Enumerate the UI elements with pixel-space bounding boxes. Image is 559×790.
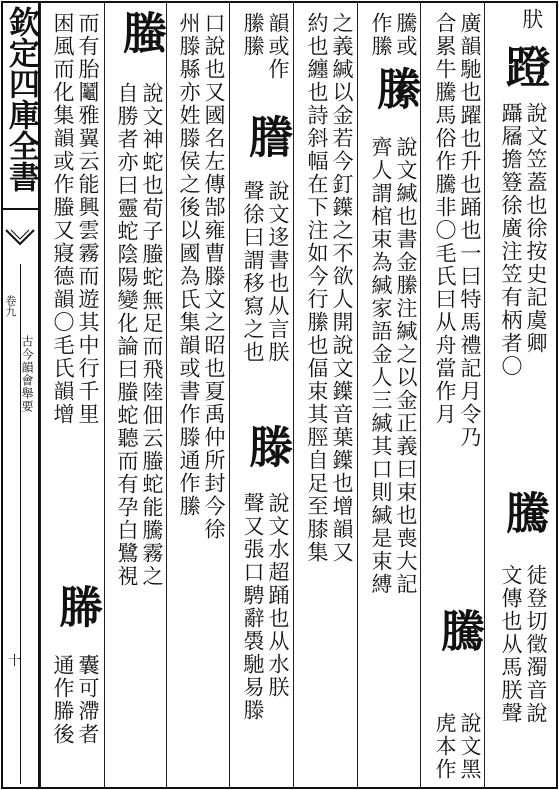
series-title: 古今韻會舉要 [20, 335, 34, 413]
column-rule [40, 2, 41, 788]
column-rule [484, 2, 485, 788]
column-rule [293, 2, 294, 788]
page-number: 十 [8, 654, 22, 669]
headword-character: 騰 [433, 608, 484, 652]
headword-character: 謄 [241, 114, 292, 158]
headword-character: 幐 [51, 584, 102, 628]
column-rule [104, 2, 105, 788]
headword-character: 蹬 [498, 44, 549, 88]
column-rule [166, 2, 167, 788]
column-rule [229, 2, 230, 788]
gloss-line: 虎本作 [433, 712, 457, 781]
gloss-line: 聲又張口騁辭䮍馳易滕 [241, 492, 265, 722]
text-column-7 [112, 4, 166, 784]
text-column-3 [366, 4, 420, 784]
headword-character: 縢 [369, 66, 420, 110]
gloss-line: 困風而化集韻或作螣又寢德韻〇毛氏韻增 [51, 12, 75, 426]
gloss-line: 說文迻書也从言朕 [266, 180, 290, 364]
gloss-line: 說文笠蓋也徐按史記虞卿 [524, 102, 548, 355]
headword-character: 騰 [498, 490, 549, 534]
gloss-line: 州滕縣亦姓滕侯之後以國為氏集韻或書作滕通作縢 [177, 12, 201, 518]
column-fragment: 肰 [520, 8, 544, 31]
gloss-line: 韻或作 [266, 12, 290, 81]
gloss-line: 作縢 [369, 12, 393, 58]
gloss-line: 徒登切徵濁音說 [524, 564, 548, 725]
volume-label: 卷九 [4, 295, 17, 317]
text-column-8 [48, 4, 102, 784]
gloss-line: 說文黑 [458, 712, 482, 781]
column-rule [420, 2, 421, 788]
text-column-2 [430, 4, 484, 784]
text-column-6 [174, 4, 228, 784]
fish-tail-upper-icon [5, 228, 35, 246]
gloss-line: 而有胎鬮雅翼云能興雲霧而遊其中行千里 [76, 12, 100, 426]
text-column-4 [302, 4, 356, 784]
text-column-1 [496, 4, 550, 784]
margin-rule [2, 208, 38, 210]
gloss-line: 廣韻馳也躍也升也踊也一曰特馬禮記月令乃 [458, 12, 482, 449]
gloss-line: 說文水超踊也从水朕 [266, 492, 290, 699]
gloss-line: 通作幐後 [51, 654, 75, 746]
gloss-line: 說文神蛇也荀子螣蛇無足而飛陸佃云螣蛇能騰霧之 [140, 82, 164, 588]
gloss-line: 囊可滯者 [76, 654, 100, 746]
gloss-line: 騰或 [394, 12, 418, 58]
gloss-line: 文傳也从馬朕聲 [499, 564, 523, 725]
gloss-line: 躡屩擔簦徐廣注笠有柄者〇 [499, 102, 523, 378]
gloss-line: 合累牛騰馬俗作騰非〇毛氏曰从舟當作月 [433, 12, 457, 426]
gloss-line: 齊人謂棺束為緘家語金人三緘其口則緘是束縛 [369, 136, 393, 596]
gloss-line: 之義緘以金若今釘鐷之不欲人開說文鐷音葉鐷也增韻又 [330, 12, 354, 564]
gloss-line: 縢縢 [241, 12, 265, 58]
headword-character: 滕 [241, 424, 292, 468]
gloss-line: 約也纏也詩斜幅在下注如今行縢也偪束其脛自足至膝集 [305, 12, 329, 564]
headword-character: 螣 [115, 10, 166, 54]
margin-strip [2, 2, 40, 788]
gloss-line: 聲徐曰謂移寫之也 [241, 180, 265, 364]
book-title: 欽定四庫全書 [3, 6, 39, 192]
gloss-line: 說文緘也書金縢注緘之以金正義曰束也喪大記 [394, 136, 418, 596]
column-rule [357, 2, 358, 788]
gloss-line: 自勝者亦曰靈蛇陰陽變化論曰螣蛇聽而有孕白鷺視 [115, 82, 139, 588]
text-column-5 [238, 4, 292, 784]
gloss-line: 口說也又國名左傳郜雍曹滕文之昭也夏禹仲所封今徐 [202, 12, 226, 541]
